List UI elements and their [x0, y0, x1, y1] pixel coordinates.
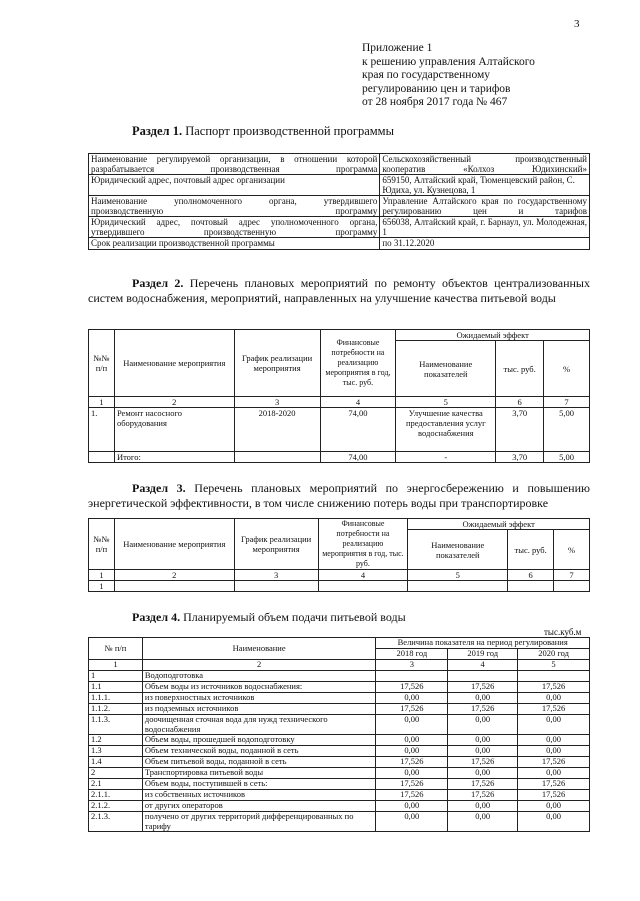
- cell-finance: 74,00: [320, 408, 396, 452]
- table-row: [89, 757, 590, 768]
- table-row: [89, 801, 590, 812]
- column-number: 2: [114, 397, 234, 408]
- units-label: тыс.куб.м: [544, 627, 582, 637]
- cell-2019: 17,526: [448, 779, 518, 790]
- cell-2020: 17,526: [518, 682, 590, 693]
- table-row: [89, 790, 590, 801]
- header-period: Величина показателя на период регулирования: [376, 638, 590, 649]
- cell-2020: 0,00: [518, 715, 590, 735]
- passport-value: 659150, Алтайский край, Тюменцевский район, С. Юдиха, ул. Кузнецова, 1: [380, 175, 590, 196]
- header-name: Наименование: [142, 638, 376, 660]
- section2-label: Раздел 2.: [132, 276, 184, 290]
- section2-title: Перечень плановых мероприятий по ремонту объектов централизованных систем водоснабжения, мероприятий, направленных на улучшение качества питьевой воды: [88, 276, 590, 305]
- header-percent: %: [544, 341, 590, 397]
- table-row: [89, 238, 590, 250]
- column-number-row: [89, 397, 590, 408]
- water-volume-table: [88, 637, 590, 832]
- cell-2018: 0,00: [376, 746, 448, 757]
- cell-percent: 5,00: [544, 408, 590, 452]
- column-number: 4: [448, 660, 518, 671]
- passport-value: по 31.12.2020: [380, 238, 590, 250]
- cell-2019: 17,526: [448, 757, 518, 768]
- cell-2020: 17,526: [518, 757, 590, 768]
- table-row: [89, 682, 590, 693]
- cell-2020: 0,00: [518, 801, 590, 812]
- passport-value: 656038, Алтайский край, г. Барнаул, ул. Молодежная, 1: [380, 217, 590, 238]
- section1-heading: [132, 124, 394, 139]
- table-row: [89, 735, 590, 746]
- cell-num: 1: [89, 671, 143, 682]
- column-number: 1: [89, 660, 143, 671]
- cell-2018: 0,00: [376, 768, 448, 779]
- column-number: 4: [320, 397, 396, 408]
- repair-measures-table: [88, 329, 590, 463]
- cell-num: 1.: [89, 408, 115, 452]
- header-finance: Финансовые потребности на реализацию мероприятия в год, тыс. руб.: [318, 519, 408, 570]
- cell-num: 2.1: [89, 779, 143, 790]
- cell-2018: 0,00: [376, 715, 448, 735]
- passport-key: Юридический адрес, почтовый адрес организации: [89, 175, 380, 196]
- cell-empty: [554, 581, 590, 592]
- section1-label: Раздел 1.: [132, 124, 183, 138]
- cell-num: 1.1.1.: [89, 693, 143, 704]
- appendix-line: края по государственному: [362, 69, 490, 81]
- header-percent: %: [554, 530, 590, 570]
- cell-num: 2.1.2.: [89, 801, 143, 812]
- header-thousand: тыс. руб.: [496, 341, 544, 397]
- cell-2018: 17,526: [376, 704, 448, 715]
- cell-2019: [448, 671, 518, 682]
- passport-value: Сельскохозяйственный производственный кооператив «Колхоз Юдихинский»: [380, 154, 590, 175]
- total-thousand: 3,70: [496, 452, 544, 463]
- section3-heading: [88, 481, 590, 511]
- cell-2019: 0,00: [448, 801, 518, 812]
- column-number: 7: [544, 397, 590, 408]
- cell-empty: [408, 581, 508, 592]
- cell-2019: 0,00: [448, 812, 518, 832]
- header-num: № п/п: [89, 638, 143, 660]
- cell-name: доочищенная сточная вода для нужд технического водоснабжения: [142, 715, 376, 735]
- header-thousand: тыс. руб.: [508, 530, 554, 570]
- cell-2019: 0,00: [448, 735, 518, 746]
- column-number: 3: [234, 397, 320, 408]
- cell-indicator: Улучшение качества предоставления услуг водоснабжения: [396, 408, 496, 452]
- table-row: [89, 812, 590, 832]
- page-number: 3: [574, 18, 580, 30]
- cell-name: Объем воды, прошедшей водоподготовку: [142, 735, 376, 746]
- header-num: №№ п/п: [89, 519, 115, 570]
- header-effect: Ожидаемый эффект: [408, 519, 590, 530]
- column-number-row: [89, 570, 590, 581]
- cell-num: 2.1.3.: [89, 812, 143, 832]
- cell-num: 1.3: [89, 746, 143, 757]
- column-number: 5: [396, 397, 496, 408]
- column-number: 3: [376, 660, 448, 671]
- cell-name: из собственных источников: [142, 790, 376, 801]
- cell-thousand: 3,70: [496, 408, 544, 452]
- cell-2018: 0,00: [376, 693, 448, 704]
- passport-key: Наименование уполномоченного органа, утвердившего производственную программу: [89, 196, 380, 217]
- total-label: Итого:: [114, 452, 234, 463]
- cell-num: 1: [89, 581, 115, 592]
- cell-name: из поверхностных источников: [142, 693, 376, 704]
- table-row: [89, 581, 590, 592]
- cell-num: 2: [89, 768, 143, 779]
- section3-title: Перечень плановых мероприятий по энергосбережению и повышению энергетической эффективности, в том числе снижению потерь воды при транспортировке: [88, 481, 590, 510]
- cell-2019: 0,00: [448, 715, 518, 735]
- cell-schedule: 2018-2020: [234, 408, 320, 452]
- header-num: №№ п/п: [89, 330, 115, 397]
- section2-heading: [88, 276, 590, 306]
- table-row: [89, 693, 590, 704]
- cell-name: Объем питьевой воды, поданной в сеть: [142, 757, 376, 768]
- cell-empty: [234, 452, 320, 463]
- cell-empty: [234, 581, 318, 592]
- cell-name: Транспортировка питьевой воды: [142, 768, 376, 779]
- cell-name: Объем технической воды, поданной в сеть: [142, 746, 376, 757]
- cell-2020: [518, 671, 590, 682]
- cell-2019: 17,526: [448, 790, 518, 801]
- section3-label: Раздел 3.: [132, 481, 186, 495]
- cell-2020: 0,00: [518, 693, 590, 704]
- passport-table: [88, 153, 590, 250]
- cell-2020: 0,00: [518, 768, 590, 779]
- column-number: 1: [89, 570, 115, 581]
- cell-name: Объем воды, поступившей в сеть:: [142, 779, 376, 790]
- cell-name: Водоподготовка: [142, 671, 376, 682]
- column-number: 5: [408, 570, 508, 581]
- header-finance: Финансовые потребности на реализацию мероприятия в год, тыс. руб.: [320, 330, 396, 397]
- passport-value: Управление Алтайского края по государственному регулированию цен и тарифов: [380, 196, 590, 217]
- water-volume-rows: [89, 671, 590, 832]
- table-total-row: [89, 452, 590, 463]
- energy-measures-table: [88, 518, 590, 592]
- appendix-line: регулированию цен и тарифов: [362, 82, 511, 95]
- cell-2018: 0,00: [376, 735, 448, 746]
- header-schedule: График реализации мероприятия: [234, 519, 318, 570]
- header-schedule: График реализации мероприятия: [234, 330, 320, 397]
- cell-empty: [508, 581, 554, 592]
- appendix-block: [362, 42, 535, 110]
- column-number: 4: [318, 570, 408, 581]
- cell-name: Ремонт насосного оборудования: [114, 408, 234, 452]
- cell-num: 1.1.2.: [89, 704, 143, 715]
- cell-name: получено от других территорий дифференцированных по тарифу: [142, 812, 376, 832]
- table-row: [89, 671, 590, 682]
- cell-2020: 0,00: [518, 746, 590, 757]
- table-row: [89, 408, 590, 452]
- cell-2018: 17,526: [376, 682, 448, 693]
- column-number: 6: [496, 397, 544, 408]
- column-number: 5: [518, 660, 590, 671]
- cell-name: из подземных источников: [142, 704, 376, 715]
- section1-title: Паспорт производственной программы: [182, 124, 394, 138]
- header-name: Наименование мероприятия: [114, 519, 234, 570]
- table-row: [89, 217, 590, 238]
- cell-num: 2.1.1.: [89, 790, 143, 801]
- section4-label: Раздел 4.: [132, 610, 181, 624]
- table-row: [89, 746, 590, 757]
- cell-num: 1.2: [89, 735, 143, 746]
- table-row: [89, 779, 590, 790]
- total-indicator: -: [396, 452, 496, 463]
- table-header-row: [89, 330, 590, 341]
- column-number: 3: [234, 570, 318, 581]
- total-percent: 5,00: [544, 452, 590, 463]
- table-row: [89, 704, 590, 715]
- cell-2020: 0,00: [518, 812, 590, 832]
- column-number: 2: [114, 570, 234, 581]
- table-row: [89, 768, 590, 779]
- cell-name: Объем воды из источников водоснабжения:: [142, 682, 376, 693]
- header-year: 2018 год: [376, 649, 448, 660]
- cell-name: от других операторов: [142, 801, 376, 812]
- cell-2019: 17,526: [448, 682, 518, 693]
- cell-2019: 0,00: [448, 768, 518, 779]
- header-year: 2019 год: [448, 649, 518, 660]
- column-number: 2: [142, 660, 376, 671]
- table-row: [89, 715, 590, 735]
- cell-num: 1.1: [89, 682, 143, 693]
- cell-2019: 0,00: [448, 693, 518, 704]
- cell-2018: 17,526: [376, 790, 448, 801]
- appendix-line: к решению управления Алтайского: [362, 55, 535, 68]
- cell-2019: 0,00: [448, 746, 518, 757]
- cell-2018: 0,00: [376, 812, 448, 832]
- cell-2018: 17,526: [376, 757, 448, 768]
- cell-2019: 17,526: [448, 704, 518, 715]
- appendix-line: от 28 ноября 2017 года № 467: [362, 96, 508, 108]
- cell-2020: 0,00: [518, 735, 590, 746]
- cell-empty: [89, 452, 115, 463]
- cell-2018: [376, 671, 448, 682]
- total-finance: 74,00: [320, 452, 396, 463]
- table-row: [89, 175, 590, 196]
- appendix-line: Приложение 1: [362, 42, 433, 54]
- header-indicator: Наименование показателей: [408, 530, 508, 570]
- passport-key: Наименование регулируемой организации, в отношении которой разрабатывается производственная программа: [89, 154, 380, 175]
- column-number: 1: [89, 397, 115, 408]
- cell-2018: 17,526: [376, 779, 448, 790]
- header-effect: Ожидаемый эффект: [396, 330, 590, 341]
- section4-title: Планируемый объем подачи питьевой воды: [180, 610, 406, 624]
- cell-2020: 17,526: [518, 779, 590, 790]
- table-row: [89, 196, 590, 217]
- cell-empty: [318, 581, 408, 592]
- section4-heading: [132, 610, 406, 625]
- header-name: Наименование мероприятия: [114, 330, 234, 397]
- cell-empty: [114, 581, 234, 592]
- table-header-row: [89, 638, 590, 649]
- cell-num: 1.4: [89, 757, 143, 768]
- column-number-row: [89, 660, 590, 671]
- table-row: [89, 154, 590, 175]
- table-header-row: [89, 519, 590, 530]
- cell-num: 1.1.3.: [89, 715, 143, 735]
- cell-2020: 17,526: [518, 704, 590, 715]
- passport-key: Юридический адрес, почтовый адрес уполномоченного органа, утвердившего производственную программу: [89, 217, 380, 238]
- header-year: 2020 год: [518, 649, 590, 660]
- column-number: 7: [554, 570, 590, 581]
- cell-2020: 17,526: [518, 790, 590, 801]
- passport-key: Срок реализации производственной программы: [89, 238, 380, 250]
- header-indicator: Наименование показателей: [396, 341, 496, 397]
- cell-2018: 0,00: [376, 801, 448, 812]
- column-number: 6: [508, 570, 554, 581]
